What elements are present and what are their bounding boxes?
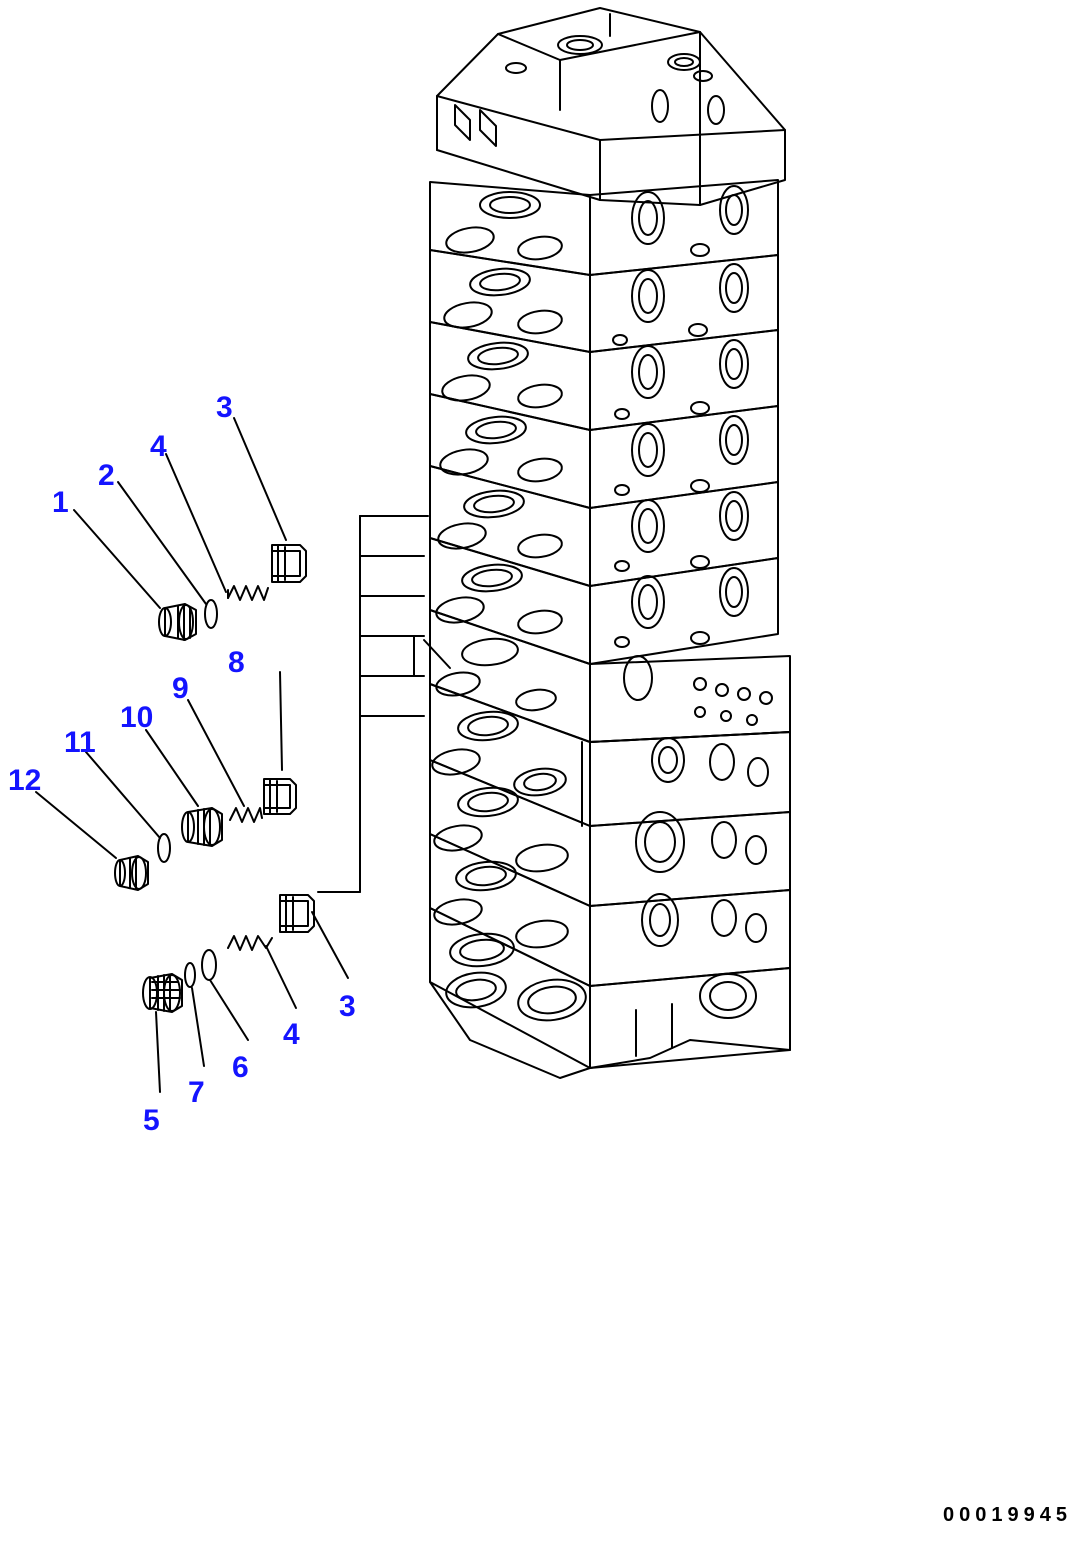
callout-5: 5	[143, 1104, 160, 1137]
callout-3: 3	[216, 391, 233, 424]
callout-8: 8	[228, 646, 245, 679]
callout-1: 1	[52, 486, 69, 519]
callout-3-lower: 3	[339, 990, 356, 1023]
callout-10: 10	[120, 701, 154, 734]
callout-6: 6	[232, 1051, 249, 1084]
drawing-number: 00019945	[943, 1504, 1072, 1526]
callout-9: 9	[172, 672, 189, 705]
callout-7: 7	[188, 1076, 205, 1109]
callout-11: 11	[64, 726, 96, 759]
callout-4: 4	[150, 430, 167, 463]
callout-2: 2	[98, 459, 115, 492]
callout-12: 12	[8, 764, 42, 797]
callout-4-lower: 4	[283, 1018, 300, 1051]
